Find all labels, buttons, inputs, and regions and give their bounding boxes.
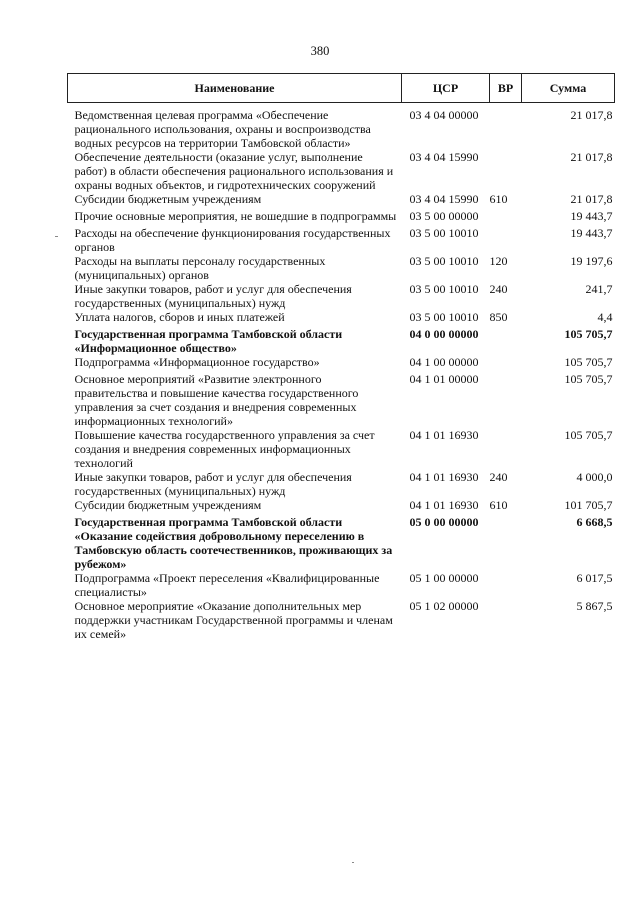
row-csr: 05 1 02 00000: [409, 599, 479, 613]
table-row: [68, 209, 615, 226]
row-sum: 241,7: [585, 282, 613, 296]
table-row-program: [68, 515, 615, 571]
table-row: [68, 355, 615, 372]
row-name: Обеспечение деятельности (оказание услуг, выполнение работ) в области обеспечения рационального использования и охраны водных объектов, и гидротехнических сооружений: [74, 150, 394, 192]
table-row: [68, 254, 615, 282]
row-sum: 5 867,5: [576, 599, 613, 613]
table-row: [68, 108, 615, 150]
row-sum: 19 197,6: [570, 254, 613, 268]
row-csr: 04 0 00 00000: [409, 327, 479, 341]
row-vr: [490, 150, 522, 192]
row-vr: [490, 355, 522, 372]
table-header-row: [68, 74, 615, 103]
row-name: Иные закупки товаров, работ и услуг для обеспечения государственных (муниципальных) нужд: [74, 470, 352, 498]
row-sum: 4,4: [597, 310, 613, 324]
row-name: Прочие основные мероприятия, не вошедшие в подпрограммы: [74, 209, 397, 223]
row-name: Подпрограмма «Проект переселения «Квалифицированные специалисты»: [74, 571, 380, 599]
row-name: Субсидии бюджетным учреждениям: [74, 192, 262, 206]
row-csr: 04 1 00 00000: [409, 355, 479, 369]
table-row: [68, 150, 615, 192]
row-vr: 120: [489, 254, 508, 268]
row-vr: [490, 209, 522, 226]
row-vr: 850: [489, 310, 508, 324]
row-sum: 21 017,8: [570, 192, 613, 206]
row-vr: 610: [489, 498, 508, 512]
scan-artifact-mark: [55, 236, 58, 237]
row-vr: [490, 571, 522, 599]
row-name: Ведомственная целевая программа «Обеспечение рационального использования, охраны и воспроизводства водных ресурсов на территории Тамбовской области»: [74, 108, 371, 150]
table-row: [68, 372, 615, 428]
row-csr: 03 5 00 10010: [409, 282, 479, 296]
row-csr: 04 1 01 16930: [409, 498, 479, 512]
row-csr: 04 1 01 16930: [409, 428, 479, 442]
table-row-program: [68, 327, 615, 355]
table-row: [68, 226, 615, 254]
row-sum: 6 668,5: [576, 515, 613, 529]
row-name: Государственная программа Тамбовской области «Информационное общество»: [74, 327, 343, 355]
row-csr: 03 4 04 15990: [409, 192, 479, 206]
budget-table: [67, 73, 615, 641]
row-vr: [490, 108, 522, 150]
row-name: Основное мероприятие «Оказание дополнительных мер поддержки участникам Государственной программы и членам их семей»: [74, 599, 393, 641]
row-vr: [490, 226, 522, 254]
header-name: Наименование: [68, 74, 402, 103]
row-vr: [490, 327, 522, 355]
table-row: [68, 571, 615, 599]
row-name: Государственная программа Тамбовской области «Оказание содействия добровольному переселению в Тамбовскую область соотечественников, проживающих за рубежом»: [74, 515, 393, 571]
row-csr: 03 5 00 00000: [409, 209, 479, 223]
row-csr: 05 0 00 00000: [409, 515, 479, 529]
scan-artifact-dot: [352, 862, 354, 863]
table-row: [68, 470, 615, 498]
row-vr: [490, 428, 522, 470]
header-sum: Сумма: [522, 74, 615, 103]
row-vr: 610: [489, 192, 508, 206]
row-name: Иные закупки товаров, работ и услуг для обеспечения государственных (муниципальных) нужд: [74, 282, 352, 310]
row-vr: [490, 372, 522, 428]
row-csr: 03 4 04 15990: [409, 150, 479, 164]
table-row: [68, 599, 615, 641]
row-name: Субсидии бюджетным учреждениям: [74, 498, 262, 512]
row-sum: 105 705,7: [564, 428, 613, 442]
row-name: Повышение качества государственного управления за счет создания и внедрения современных информационных технологий: [74, 428, 375, 470]
row-csr: 04 1 01 00000: [409, 372, 479, 386]
row-name: Уплата налогов, сборов и иных платежей: [74, 310, 285, 324]
row-sum: 105 705,7: [564, 327, 613, 341]
row-name: Подпрограмма «Информационное государство»: [74, 355, 320, 369]
table-row: [68, 498, 615, 515]
row-csr: 03 5 00 10010: [409, 310, 479, 324]
table-row: [68, 192, 615, 209]
row-sum: 19 443,7: [570, 226, 613, 240]
row-sum: 21 017,8: [570, 150, 613, 164]
table-row: [68, 428, 615, 470]
row-sum: 105 705,7: [564, 355, 613, 369]
row-csr: 03 5 00 10010: [409, 254, 479, 268]
row-name: Основное мероприятий «Развитие электронного правительства и повышение качества государственного управления за счет создания и внедрения современных информационных технологий»: [74, 372, 359, 428]
row-sum: 19 443,7: [570, 209, 613, 223]
table-row: [68, 282, 615, 310]
row-vr: 240: [489, 282, 508, 296]
row-vr: [490, 515, 522, 571]
row-csr: 04 1 01 16930: [409, 470, 479, 484]
row-sum: 6 017,5: [576, 571, 613, 585]
row-vr: 240: [489, 470, 508, 484]
header-vr: ВР: [490, 74, 522, 103]
row-vr: [490, 599, 522, 641]
row-sum: 101 705,7: [564, 498, 613, 512]
header-csr: ЦСР: [402, 74, 490, 103]
row-sum: 21 017,8: [570, 108, 613, 122]
row-name: Расходы на выплаты персоналу государственных (муниципальных) органов: [74, 254, 326, 282]
row-name: Расходы на обеспечение функционирования государственных органов: [74, 226, 391, 254]
table-row: [68, 310, 615, 327]
row-csr: 03 4 04 00000: [409, 108, 479, 122]
row-csr: 03 5 00 10010: [409, 226, 479, 240]
row-sum: 105 705,7: [564, 372, 613, 386]
row-csr: 05 1 00 00000: [409, 571, 479, 585]
page-number: 380: [310, 44, 330, 58]
row-sum: 4 000,0: [576, 470, 613, 484]
